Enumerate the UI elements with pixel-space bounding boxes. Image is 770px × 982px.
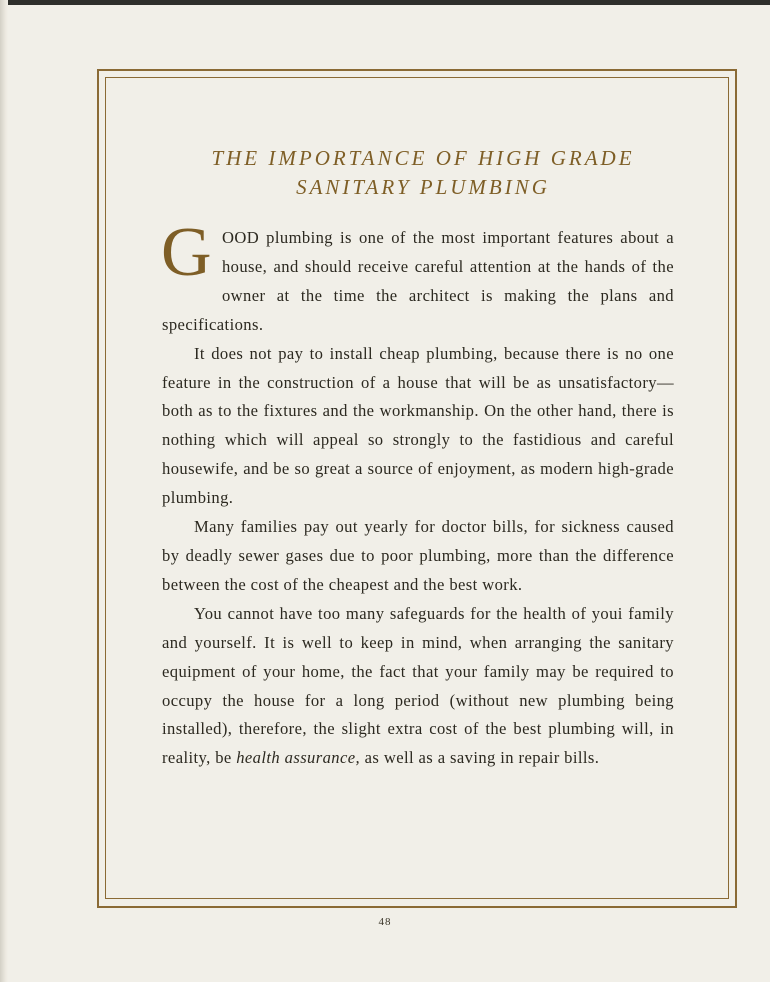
- drop-cap: G: [161, 214, 212, 291]
- title-line-2: SANITARY PLUMBING: [296, 175, 550, 199]
- paragraph-4-emphasis: health assurance,: [236, 748, 361, 768]
- page-top-edge: [0, 0, 770, 5]
- paragraph-1-text: OOD plumbing is one of the most important features about a house, and should receive careful attention at the hands of the owner at the time the architect is making the plans and specifications.: [162, 228, 674, 334]
- paragraph-3: Many families pay out yearly for doctor bills, for sickness caused by deadly sewer gases due to poor plumbing, more than the difference between the cost of the cheapest and the best work.: [162, 517, 674, 594]
- paragraph-1: [161, 214, 674, 340]
- article-body: [161, 214, 674, 773]
- paragraph-4-text-start: You cannot have too many safeguards for the health of youi family and yourself. It is well to keep in mind, when arranging the sanitary equipment of your home, the fact that your family may be required to occupy the house for a long period (without new plumbing being installed), therefore, the slight extra cost of the best plumbing will, in reality, be: [162, 603, 674, 768]
- page-binding-edge: [0, 0, 8, 982]
- paragraph-2: It does not pay to install cheap plumbing, because there is no one feature in the construction of a house that will be as unsatisfactory—both as to the fixtures and the workmanship. On the other hand, there is nothing which will appeal so strongly to the fastidious and careful housewife, and be so great a source of enjoyment, as modern high-grade plumbing.: [162, 343, 674, 508]
- paragraph-4-text-end: as well as a saving in repair bills.: [360, 748, 600, 768]
- page-title: [162, 144, 684, 202]
- page-number: 48: [378, 916, 392, 928]
- title-line-1: THE IMPORTANCE OF HIGH GRADE: [211, 146, 635, 170]
- paragraph-4: [162, 600, 674, 773]
